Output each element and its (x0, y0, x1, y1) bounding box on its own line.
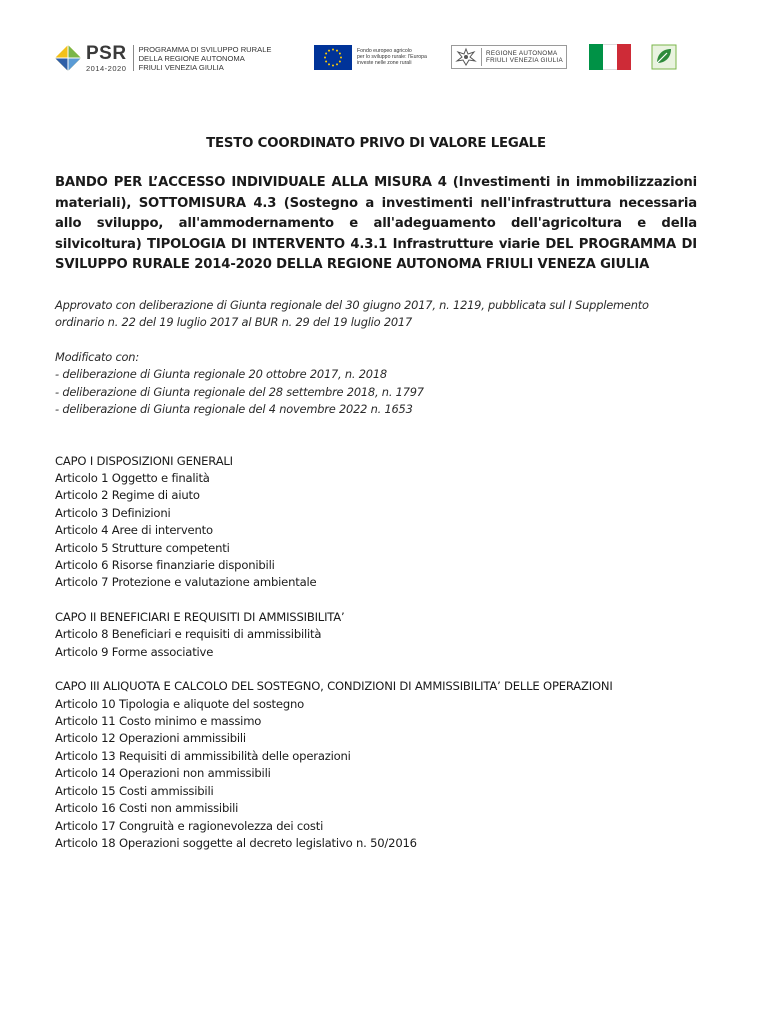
psr-desc-line: PROGRAMMA DI SVILUPPO RURALE (138, 44, 272, 54)
article-item: Articolo 3 Definizioni (55, 505, 171, 520)
article-item: Articolo 8 Beneficiari e requisiti di ammissibilità (55, 627, 322, 642)
article-item: Articolo 7 Protezione e valutazione ambientale (55, 575, 317, 590)
approval-note: Approvato con deliberazione di Giunta regionale del 30 giugno 2017, n. 1219, pubblicata sul I Supplemento ordinario n. 22 del 19 luglio 2017 al BUR n. 29 del 19 luglio 2017 (55, 297, 649, 329)
article-item: Articolo 15 Costi ammissibili (55, 783, 214, 798)
capo-1-article-list (55, 470, 697, 592)
psr-logo (54, 42, 290, 74)
psr-years: 2014-2020 (86, 63, 127, 73)
article-item: Articolo 5 Strutture competenti (55, 540, 230, 555)
region-divider (481, 48, 482, 66)
psr-desc-line: DELLA REGIONE AUTONOMA (138, 53, 245, 63)
eu-flag-icon (314, 45, 352, 70)
article-item: Articolo 16 Costi non ammissibili (55, 801, 239, 816)
eu-caption (357, 48, 427, 67)
modifications-block (55, 349, 697, 419)
region-caption-line: FRIULI VENEZIA GIULIA (486, 57, 563, 64)
modification-item: - deliberazione di Giunta regionale del 28 settembre 2018, n. 1797 (55, 384, 424, 399)
modification-item: - deliberazione di Giunta regionale del 4 novembre 2022 n. 1653 (55, 402, 413, 416)
modifications-label: Modificato con: (55, 349, 139, 364)
article-item: Articolo 13 Requisiti di ammissibilità delle operazioni (55, 748, 351, 763)
article-item: Articolo 14 Operazioni non ammissibili (55, 766, 271, 781)
article-item: Articolo 1 Oggetto e finalità (55, 471, 210, 485)
region-caption-line: REGIONE AUTONOMA (486, 49, 558, 57)
region-caption (486, 50, 563, 65)
modification-item: - deliberazione di Giunta regionale 20 ottobre 2017, n. 2018 (55, 367, 387, 381)
document-body (55, 130, 697, 852)
eu-logo (314, 44, 434, 70)
italy-flag-icon (589, 44, 631, 70)
article-item: Articolo 10 Tipologia e aliquote del sostegno (55, 696, 305, 711)
capo-2-article-list (55, 626, 697, 661)
article-item: Articolo 2 Regime di aiuto (55, 488, 200, 503)
capo-3-article-list (55, 696, 697, 853)
region-logo (451, 45, 567, 69)
logo-header (0, 38, 770, 78)
capo-3-title: CAPO III ALIQUOTA E CALCOLO DEL SOSTEGNO, CONDIZIONI DI AMMISSIBILITA’ DELLE OPERAZIONI (55, 679, 613, 694)
article-item: Articolo 9 Forme associative (55, 644, 214, 659)
psr-desc-line: FRIULI VENEZIA GIULIA (138, 62, 224, 72)
document-main-title: BANDO PER L’ACCESSO INDIVIDUALE ALLA MISURA 4 (Investimenti in immobilizzazioni materiali), SOTTOMISURA 4.3 (Sostegno a investimenti nell'infrastruttura necessaria allo sviluppo, all'ammodernamento e all'adeguamento dell'agricoltura e della silvicoltura) TIPOLOGIA DI INTERVENTO 4.3.1 Infrastrutture viarie DEL PROGRAMMA DI SVILUPPO RURALE 2014-2020 DELLA REGIONE AUTONOMA FRIULI VENEZA GIULIA (55, 175, 697, 272)
psr-logo-icon (54, 44, 82, 72)
article-item: Articolo 4 Aree di intervento (55, 523, 213, 538)
eu-caption-line: Fondo europeo agricolo (357, 47, 412, 54)
document-notice-title: TESTO COORDINATO PRIVO DI VALORE LEGALE (206, 136, 546, 151)
article-item: Articolo 12 Operazioni ammissibili (55, 731, 246, 746)
article-item: Articolo 11 Costo minimo e massimo (55, 714, 262, 729)
region-emblem-icon (455, 47, 477, 67)
article-item: Articolo 18 Operazioni soggette al decreto legislativo n. 50/2016 (55, 835, 417, 850)
article-item: Articolo 17 Congruità e ragionevolezza dei costi (55, 818, 324, 833)
psr-description (139, 45, 272, 72)
article-item: Articolo 6 Risorse finanziarie disponibili (55, 558, 275, 573)
capo-1-title: CAPO I DISPOSIZIONI GENERALI (55, 453, 233, 468)
capo-2-title: CAPO II BENEFICIARI E REQUISITI DI AMMISSIBILITA’ (55, 609, 345, 624)
eu-caption-line: investe nelle zone rurali (357, 60, 412, 67)
leader-logo-icon (651, 44, 677, 70)
eu-caption-line: per lo sviluppo rurale: l'Europa (357, 53, 427, 60)
psr-name: PSR (86, 42, 127, 64)
psr-divider (133, 45, 134, 71)
